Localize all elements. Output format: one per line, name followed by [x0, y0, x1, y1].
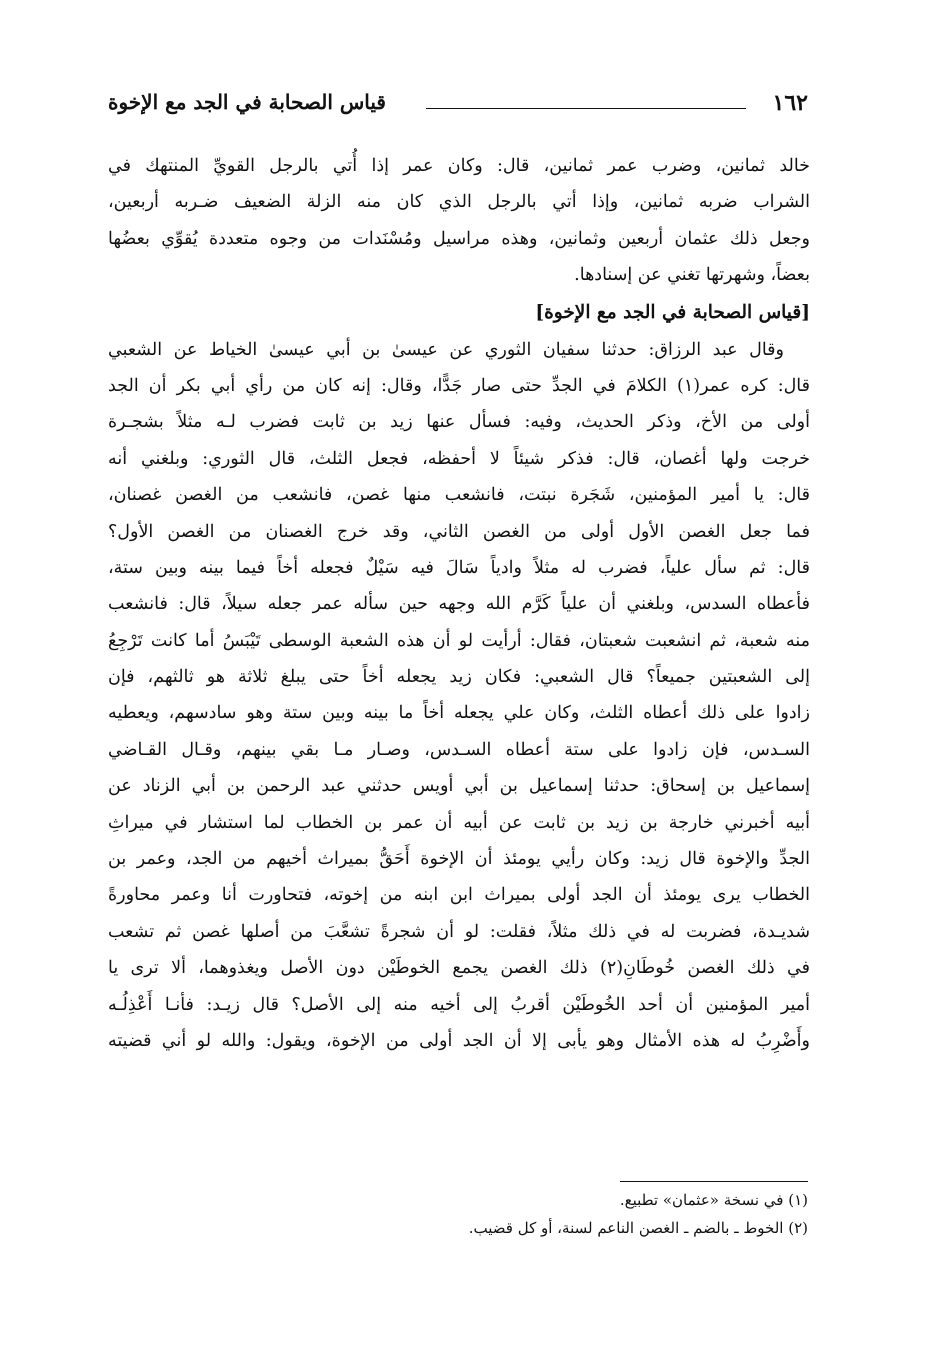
- text-line: في ذلك الغصن خُوطَانِ(٢) ذلك الغصن يجمع الخوطَيْن دون الأصل ويغذوهما، ألا ترى يا: [108, 958, 810, 979]
- footnote-1: (١) في نسخة «عثمان» تطبيع.: [619, 1191, 808, 1209]
- page-header: [108, 86, 808, 126]
- footnote-2: (٢) الخوط ـ بالضم ـ الغصن الناعم لسنة، أو كل قضيب.: [468, 1219, 808, 1237]
- text-line: إلى الشعبتين جميعاً؟ قال الشعبي: فكان زيد يجعله أخاً حتى يبلغ ثلاثة هو ثالثهم، فإن: [108, 667, 810, 688]
- text-line: خالد ثمانين، وضرب عمر ثمانين، قال: وكان عمر إذا أُتي بالرجل القويِّ المنتهك في: [108, 156, 810, 176]
- text-line: أبيه أخبرني خارجة بن زيد بن ثابت عن أبيه أن عمر بن الخطاب لما استشار في ميراثِ: [108, 812, 810, 833]
- text-line: إسماعيل بن إسحاق: حدثنا إسماعيل بن أبي أويس حدثني عبد الرحمن بن أبي الزناد عن: [108, 776, 810, 797]
- footnote-rule: [620, 1181, 808, 1182]
- text-line: وقال عبد الرزاق: حدثنا سفيان الثوري عن عيسىٰ بن أبي عيسىٰ الخياط عن الشعبي: [108, 339, 784, 360]
- footnotes: [208, 1186, 808, 1242]
- text-line: خرجت ولها أغصان، قال: فذكر شيئاً لا أحفظه، فجعل الثلث، قال الثوري: وبلغني أنه: [108, 448, 810, 469]
- text-line: الجدِّ والإخوة قال زيد: وكان رأيي يومئذ أن الإخوة أَحَقُّ بميراث أخيهم من الجد، وعمر بن: [108, 849, 810, 870]
- section-heading: [قياس الصحابة في الجد مع الإخوة]: [535, 301, 810, 323]
- text-line: زادوا على ذلك أعطاه الثلث، وكان علي يجعله أخاً ما بينه وبين ستة وهو سادسهم، ويعطيه: [108, 703, 810, 724]
- text-line: منه شعبة، ثم انشعبت شعبتان، فقال: أرأيت لو أن هذه الشعبة الوسطى تَيْبَسُ أما كانت تَرْجِعُ: [108, 630, 810, 651]
- text-line: قال: كره عمر(١) الكلامَ في الجدِّ حتى صار جَدًّا، وقال: إنه كان من رأي أبي بكر أن الجد: [108, 375, 810, 396]
- text-line: وأَضْرِبُ له هذه الأمثال وهو يأبى إلا أن الجد أولى من الإخوة، ويقول: والله لو أني قضيته: [108, 1030, 810, 1051]
- text-line: أولى من الأخ، وذكر الحديث، وفيه: فسأل عنها زيد بن ثابت فضرب لـه مثلاً بشجـرة: [108, 412, 810, 433]
- text-line: قال: ثم سأل علياً، فضرب له مثلاً وادياً سَالَ فيه سَيْلٌ فجعله أخاً فيما بينه وبين ستة،: [108, 557, 810, 578]
- text-line: قال: يا أمير المؤمنين، شَجَرة نبتت، فانشعب منها غصن، فانشعب من الغصن غصنان،: [108, 485, 810, 506]
- text-line: أمير المؤمنين أن أحد الخُوطَيْن أقربُ إلى أخيه منه إلى الأصل؟ قال زيـد: فأنـا أَعْذِلُـه: [108, 994, 810, 1015]
- text-line: الخطاب يرى يومئذ أن الجد أولى بميراث ابن ابنه من إخوته، فتحاورت أنا وعمر محاورةً: [108, 885, 810, 906]
- text-line: الشراب ضربه ثمانين، وإذا أتي بالرجل الذي كان منه الزلة الضعيف ضـربه أربعين،: [108, 192, 810, 213]
- text-line: بعضاً، وشهرتها تغني عن إسنادها.: [574, 265, 810, 286]
- text-line: شديـدة، فضربت له في ذلك مثلاً، فقلت: لو أن شجرةً تشعَّبَ من أصلها غصن ثم تشعب: [108, 921, 810, 942]
- text-line: فما جعل الغصن الأول أولى من الغصن الثاني، وقد خرج الغصنان من الغصن الأول؟: [108, 521, 810, 542]
- page-number: ١٦٢: [772, 90, 808, 116]
- text-line: وجعل ذلك عثمان أربعين وثمانين، وهذه مراسيل ومُسْنَدات من وجوه متعددة يُقوِّي بعضُها: [108, 228, 810, 249]
- header-rule: [426, 108, 746, 109]
- running-title: قياس الصحابة في الجد مع الإخوة: [108, 90, 386, 114]
- main-text: [108, 148, 810, 1059]
- text-line: السـدس، فإن زادوا على ستة أعطاه السـدس، وصـار مـا بقي بينهم، وقـال القـاضي: [108, 739, 810, 760]
- text-line: فأعطاه السدس، وبلغني أن علياً كَرَّم الله وجهه حين سأله عمر جعله سيلاً، قال: فانشعب: [108, 594, 810, 615]
